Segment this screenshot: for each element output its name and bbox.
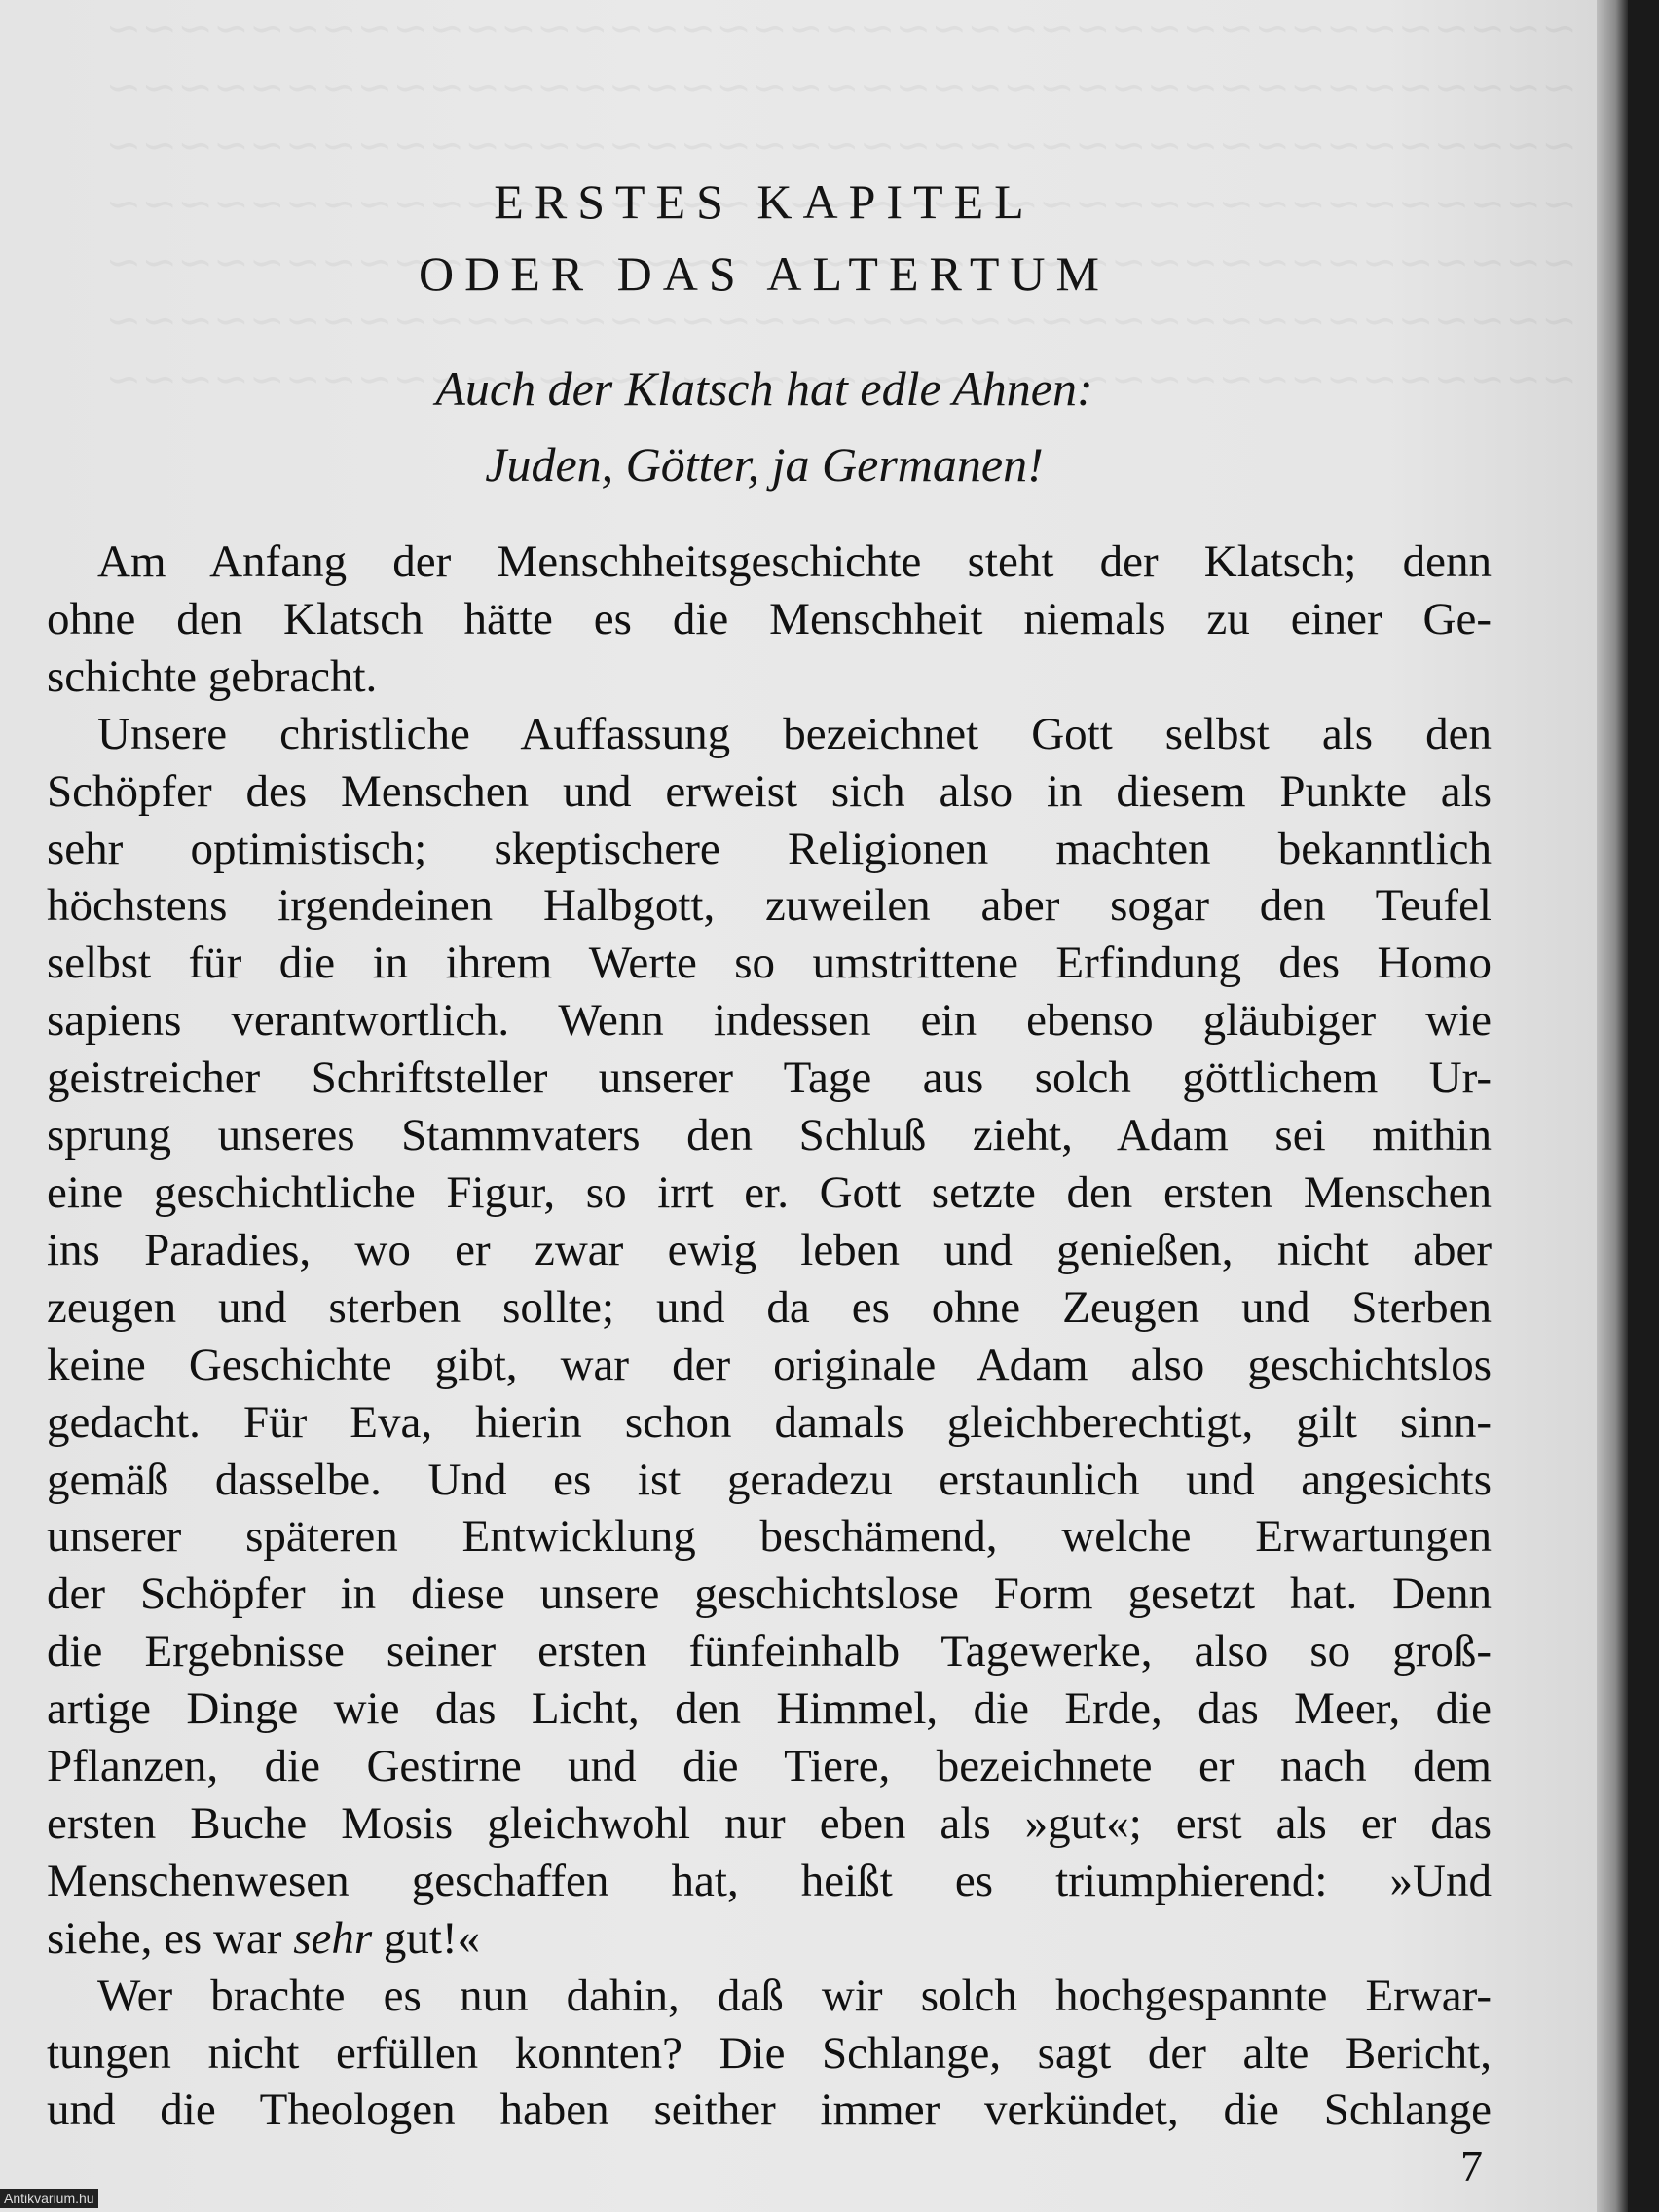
text-line: selbst für die in ihrem Werte so umstrittene Erfindung des Homo <box>47 938 1492 989</box>
text-line: keine Geschichte gibt, war der originale Adam also geschichtslos <box>47 1339 1492 1390</box>
text-line: sehr optimistisch; skeptischere Religionen machten bekanntlich <box>47 823 1492 874</box>
text-line: sapiens verantwortlich. Wenn indessen ein ebenso gläubiger wie <box>47 995 1492 1047</box>
text-line: artige Dinge wie das Licht, den Himmel, die Erde, das Meer, die <box>47 1683 1492 1735</box>
text-run: gut!« <box>372 1912 481 1964</box>
motto-line-1: Auch der Klatsch hat edle Ahnen: <box>435 361 1093 416</box>
text-line: der Schöpfer in diese unsere geschichtslose Form gesetzt hat. Denn <box>47 1568 1492 1620</box>
body-text <box>47 534 1492 2139</box>
text-line: gemäß dasselbe. Und es ist geradezu erstaunlich und angesichts <box>47 1454 1492 1505</box>
page-number: 7 <box>1460 2141 1483 2191</box>
text-line: Schöpfer des Menschen und erweist sich also in diesem Punkte als <box>47 765 1492 817</box>
text-line: ohne den Klatsch hätte es die Menschheit niemals zu einer Ge- <box>47 593 1492 645</box>
text-line: Am Anfang der Menschheitsgeschichte steht der Klatsch; denn <box>97 536 1492 587</box>
text-line: ins Paradies, wo er zwar ewig leben und genießen, nicht aber <box>47 1224 1492 1275</box>
text-line <box>47 1910 1492 1968</box>
chapter-title-line-1: ERSTES KAPITEL <box>494 174 1035 229</box>
chapter-motto <box>0 350 1529 502</box>
watermark: Antikvarium.hu <box>0 2189 98 2208</box>
chapter-title-line-2: ODER DAS ALTERTUM <box>419 246 1110 301</box>
text-line: eine geschichtliche Figur, so irrt er. Gott setzte den ersten Menschen <box>47 1166 1492 1218</box>
text-line: gedacht. Für Eva, hierin schon damals gleichberechtigt, gilt sinn- <box>47 1396 1492 1448</box>
text-line: unserer späteren Entwicklung beschämend, welche Erwartungen <box>47 1511 1492 1563</box>
paragraph-3 <box>47 1968 1492 2140</box>
text-line: zeugen und sterben sollte; und da es ohne Zeugen und Sterben <box>47 1281 1492 1333</box>
paragraph-2 <box>47 706 1492 1968</box>
page-edge <box>1597 0 1628 2212</box>
text-line: tungen nicht erfüllen konnten? Die Schlange, sagt der alte Bericht, <box>47 2027 1492 2079</box>
text-line: Wer brachte es nun dahin, daß wir solch hochgespannte Erwar- <box>97 1970 1492 2021</box>
emphasis-text: sehr <box>293 1912 373 1964</box>
text-line: geistreicher Schriftsteller unserer Tage aus solch göttlichem Ur- <box>47 1052 1492 1104</box>
text-line: höchstens irgendeinen Halbgott, zuweilen aber sogar den Teufel <box>47 880 1492 932</box>
text-line: Unsere christliche Auffassung bezeichnet Gott selbst als den <box>97 708 1492 759</box>
text-line: ersten Buche Mosis gleichwohl nur eben als »gut«; erst als er das <box>47 1797 1492 1849</box>
text-line: Menschenwesen geschaffen hat, heißt es triumphierend: »Und <box>47 1855 1492 1906</box>
motto-line-2: Juden, Götter, ja Germanen! <box>485 437 1044 492</box>
text-line: die Ergebnisse seiner ersten fünfeinhalb Tagewerke, also so groß- <box>47 1626 1492 1677</box>
text-line: sprung unseres Stammvaters den Schluß zieht, Adam sei mithin <box>47 1110 1492 1161</box>
text-line: schichte gebracht. <box>47 650 378 702</box>
paragraph-1 <box>47 534 1492 706</box>
text-line: Pflanzen, die Gestirne und die Tiere, bezeichnete er nach dem <box>47 1741 1492 1792</box>
text-run: siehe, es war <box>47 1912 294 1964</box>
text-line: und die Theologen haben seither immer verkündet, die Schlange <box>47 2084 1492 2136</box>
chapter-heading <box>0 166 1529 310</box>
